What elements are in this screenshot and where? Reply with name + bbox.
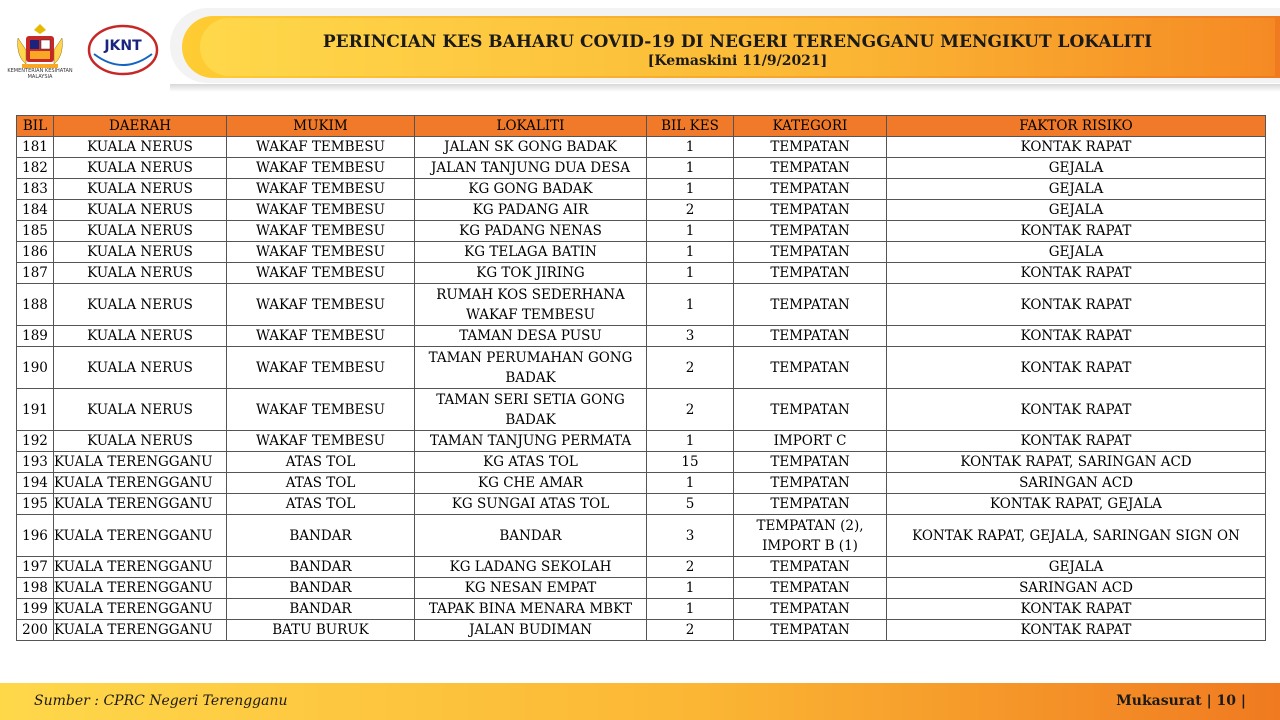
cell-kategori (734, 515, 887, 557)
cell-lokaliti-line: BADAK (505, 369, 556, 386)
cell-faktor-risiko: KONTAK RAPAT (887, 389, 1266, 431)
cell-kategori: TEMPATAN (734, 473, 887, 494)
cell-bil-kes: 1 (647, 431, 734, 452)
cell-lokaliti: KG PADANG NENAS (415, 221, 647, 242)
cell-bil: 199 (17, 599, 54, 620)
cell-bil-kes: 2 (647, 200, 734, 221)
page-number: Mukasurat | 10 | (1116, 693, 1246, 709)
cell-kategori: TEMPATAN (734, 578, 887, 599)
cell-lokaliti: JALAN TANJUNG DUA DESA (415, 158, 647, 179)
cell-bil: 196 (17, 515, 54, 557)
page-subtitle: [Kemaskini 11/9/2021] (647, 53, 828, 69)
cell-mukim: WAKAF TEMBESU (227, 263, 415, 284)
cell-kategori: TEMPATAN (734, 557, 887, 578)
cell-mukim: ATAS TOL (227, 494, 415, 515)
cell-mukim: BANDAR (227, 578, 415, 599)
cell-kategori: TEMPATAN (734, 263, 887, 284)
cell-bil-kes: 1 (647, 578, 734, 599)
cell-bil: 182 (17, 158, 54, 179)
cell-kategori-line: IMPORT B (1) (762, 537, 858, 554)
cell-lokaliti: JALAN SK GONG BADAK (415, 137, 647, 158)
cell-faktor-risiko: KONTAK RAPAT, SARINGAN ACD (887, 452, 1266, 473)
covid-locality-table-container (16, 115, 1266, 641)
cell-kategori: TEMPATAN (734, 452, 887, 473)
cell-kategori: TEMPATAN (734, 284, 887, 326)
header-shadow (170, 84, 1280, 92)
cell-daerah: KUALA NERUS (54, 242, 227, 263)
cell-bil: 194 (17, 473, 54, 494)
cell-lokaliti (415, 284, 647, 326)
table-row (17, 137, 1266, 158)
cell-bil-kes: 2 (647, 557, 734, 578)
cell-bil-kes: 3 (647, 326, 734, 347)
cell-kategori-line: TEMPATAN (2), (756, 517, 864, 534)
cell-daerah: KUALA NERUS (54, 158, 227, 179)
cell-faktor-risiko: KONTAK RAPAT (887, 599, 1266, 620)
cell-mukim: BANDAR (227, 515, 415, 557)
cell-mukim: WAKAF TEMBESU (227, 158, 415, 179)
cell-daerah: KUALA TERENGGANU (54, 599, 227, 620)
cell-lokaliti: KG ATAS TOL (415, 452, 647, 473)
cell-kategori: TEMPATAN (734, 242, 887, 263)
cell-bil: 188 (17, 284, 54, 326)
table-row (17, 578, 1266, 599)
cell-lokaliti: TAPAK BINA MENARA MBKT (415, 599, 647, 620)
cell-daerah: KUALA NERUS (54, 347, 227, 389)
cell-lokaliti-line: WAKAF TEMBESU (466, 306, 595, 323)
cell-lokaliti (415, 347, 647, 389)
cell-faktor-risiko: KONTAK RAPAT (887, 221, 1266, 242)
cell-lokaliti: TAMAN DESA PUSU (415, 326, 647, 347)
table-row (17, 452, 1266, 473)
cell-daerah: KUALA NERUS (54, 431, 227, 452)
cell-bil: 200 (17, 620, 54, 641)
cell-bil-kes: 1 (647, 137, 734, 158)
cell-lokaliti: KG LADANG SEKOLAH (415, 557, 647, 578)
cell-bil: 183 (17, 179, 54, 200)
cell-bil-kes: 3 (647, 515, 734, 557)
page-title: PERINCIAN KES BAHARU COVID-19 DI NEGERI TERENGGANU MENGIKUT LOKALITI (322, 32, 1153, 52)
cell-mukim: WAKAF TEMBESU (227, 221, 415, 242)
cell-bil: 193 (17, 452, 54, 473)
cell-lokaliti: KG GONG BADAK (415, 179, 647, 200)
table-row (17, 515, 1266, 557)
cell-kategori: TEMPATAN (734, 137, 887, 158)
cell-faktor-risiko: KONTAK RAPAT (887, 284, 1266, 326)
table-row (17, 242, 1266, 263)
cell-kategori: TEMPATAN (734, 179, 887, 200)
covid-locality-table (16, 115, 1266, 641)
cell-mukim: WAKAF TEMBESU (227, 431, 415, 452)
cell-daerah: KUALA NERUS (54, 179, 227, 200)
jknt-logo-text: JKNT (104, 38, 142, 54)
cell-bil-kes: 1 (647, 263, 734, 284)
cell-daerah: KUALA NERUS (54, 284, 227, 326)
cell-lokaliti: BANDAR (415, 515, 647, 557)
cell-bil: 184 (17, 200, 54, 221)
cell-kategori: TEMPATAN (734, 389, 887, 431)
cell-daerah: KUALA TERENGGANU (54, 494, 227, 515)
cell-bil-kes: 1 (647, 599, 734, 620)
cell-bil: 192 (17, 431, 54, 452)
table-row (17, 179, 1266, 200)
cell-kategori: IMPORT C (734, 431, 887, 452)
cell-faktor-risiko: KONTAK RAPAT (887, 347, 1266, 389)
column-header-mukim: MUKIM (227, 116, 415, 137)
cell-faktor-risiko: GEJALA (887, 242, 1266, 263)
cell-mukim: ATAS TOL (227, 473, 415, 494)
cell-bil: 191 (17, 389, 54, 431)
cell-faktor-risiko: KONTAK RAPAT (887, 431, 1266, 452)
cell-daerah: KUALA TERENGGANU (54, 578, 227, 599)
cell-bil-kes: 1 (647, 473, 734, 494)
source-note: Sumber : CPRC Negeri Terengganu (34, 693, 288, 709)
cell-lokaliti: KG CHE AMAR (415, 473, 647, 494)
cell-faktor-risiko: KONTAK RAPAT, GEJALA, SARINGAN SIGN ON (887, 515, 1266, 557)
cell-mukim: ATAS TOL (227, 452, 415, 473)
cell-kategori: TEMPATAN (734, 200, 887, 221)
cell-daerah: KUALA TERENGGANU (54, 515, 227, 557)
cell-lokaliti: KG NESAN EMPAT (415, 578, 647, 599)
cell-bil-kes: 1 (647, 242, 734, 263)
cell-mukim: WAKAF TEMBESU (227, 284, 415, 326)
cell-kategori: TEMPATAN (734, 347, 887, 389)
cell-lokaliti-line: BADAK (505, 411, 556, 428)
cell-daerah: KUALA TERENGGANU (54, 473, 227, 494)
cell-lokaliti-line: TAMAN PERUMAHAN GONG (428, 349, 633, 366)
table-row (17, 473, 1266, 494)
table-row (17, 431, 1266, 452)
cell-lokaliti: KG TELAGA BATIN (415, 242, 647, 263)
cell-kategori: TEMPATAN (734, 620, 887, 641)
column-header-faktor-risiko: FAKTOR RISIKO (887, 116, 1266, 137)
cell-daerah: KUALA TERENGGANU (54, 620, 227, 641)
cell-kategori: TEMPATAN (734, 494, 887, 515)
cell-bil: 195 (17, 494, 54, 515)
column-header-kategori: KATEGORI (734, 116, 887, 137)
table-row (17, 557, 1266, 578)
cell-mukim: WAKAF TEMBESU (227, 137, 415, 158)
cell-bil: 187 (17, 263, 54, 284)
cell-daerah: KUALA TERENGGANU (54, 452, 227, 473)
cell-daerah: KUALA NERUS (54, 221, 227, 242)
cell-bil-kes: 5 (647, 494, 734, 515)
cell-bil-kes: 1 (647, 284, 734, 326)
column-header-bil-kes: BIL KES (647, 116, 734, 137)
cell-mukim: WAKAF TEMBESU (227, 347, 415, 389)
table-row (17, 158, 1266, 179)
table-row (17, 326, 1266, 347)
cell-daerah: KUALA NERUS (54, 137, 227, 158)
cell-faktor-risiko: KONTAK RAPAT (887, 620, 1266, 641)
cell-bil-kes: 2 (647, 389, 734, 431)
cell-lokaliti-line: RUMAH KOS SEDERHANA (436, 286, 625, 303)
cell-faktor-risiko: GEJALA (887, 557, 1266, 578)
cell-mukim: WAKAF TEMBESU (227, 200, 415, 221)
cell-bil: 189 (17, 326, 54, 347)
table-row (17, 200, 1266, 221)
table-row (17, 389, 1266, 431)
cell-mukim: WAKAF TEMBESU (227, 326, 415, 347)
cell-faktor-risiko: GEJALA (887, 158, 1266, 179)
table-row (17, 599, 1266, 620)
cell-bil-kes: 2 (647, 347, 734, 389)
cell-bil: 186 (17, 242, 54, 263)
cell-daerah: KUALA NERUS (54, 326, 227, 347)
column-header-lokaliti: LOKALITI (415, 116, 647, 137)
cell-mukim: BATU BURUK (227, 620, 415, 641)
cell-bil: 185 (17, 221, 54, 242)
cell-bil-kes: 1 (647, 179, 734, 200)
page-header (0, 0, 1280, 95)
cell-bil: 197 (17, 557, 54, 578)
cell-bil-kes: 15 (647, 452, 734, 473)
cell-faktor-risiko: KONTAK RAPAT (887, 263, 1266, 284)
cell-mukim: BANDAR (227, 557, 415, 578)
table-row (17, 494, 1266, 515)
cell-lokaliti: KG TOK JIRING (415, 263, 647, 284)
cell-bil: 181 (17, 137, 54, 158)
cell-kategori: TEMPATAN (734, 326, 887, 347)
cell-kategori: TEMPATAN (734, 158, 887, 179)
page-footer (0, 683, 1280, 720)
table-row (17, 620, 1266, 641)
cell-lokaliti (415, 389, 647, 431)
column-header-daerah: DAERAH (54, 116, 227, 137)
cell-faktor-risiko: GEJALA (887, 179, 1266, 200)
cell-daerah: KUALA NERUS (54, 200, 227, 221)
cell-bil: 198 (17, 578, 54, 599)
table-row (17, 221, 1266, 242)
cell-mukim: BANDAR (227, 599, 415, 620)
cell-bil-kes: 1 (647, 221, 734, 242)
cell-faktor-risiko: KONTAK RAPAT (887, 326, 1266, 347)
cell-mukim: WAKAF TEMBESU (227, 242, 415, 263)
cell-lokaliti-line: TAMAN SERI SETIA GONG (436, 391, 625, 408)
cell-kategori: TEMPATAN (734, 599, 887, 620)
cell-lokaliti: KG SUNGAI ATAS TOL (415, 494, 647, 515)
cell-kategori: TEMPATAN (734, 221, 887, 242)
cell-faktor-risiko: KONTAK RAPAT (887, 137, 1266, 158)
cell-daerah: KUALA NERUS (54, 263, 227, 284)
cell-lokaliti: KG PADANG AIR (415, 200, 647, 221)
cell-mukim: WAKAF TEMBESU (227, 389, 415, 431)
cell-lokaliti: JALAN BUDIMAN (415, 620, 647, 641)
cell-faktor-risiko: SARINGAN ACD (887, 578, 1266, 599)
table-header-row (17, 116, 1266, 137)
cell-faktor-risiko: GEJALA (887, 200, 1266, 221)
cell-faktor-risiko: KONTAK RAPAT, GEJALA (887, 494, 1266, 515)
cell-lokaliti: TAMAN TANJUNG PERMATA (415, 431, 647, 452)
cell-bil-kes: 2 (647, 620, 734, 641)
column-header-bil: BIL (17, 116, 54, 137)
table-row (17, 347, 1266, 389)
cell-daerah: KUALA TERENGGANU (54, 557, 227, 578)
cell-faktor-risiko: SARINGAN ACD (887, 473, 1266, 494)
cell-bil-kes: 1 (647, 158, 734, 179)
table-row (17, 284, 1266, 326)
kkm-logo-caption: KEMENTERIAN KESIHATAN MALAYSIA (7, 68, 73, 80)
jknt-logo (86, 24, 160, 76)
cell-bil: 190 (17, 347, 54, 389)
cell-daerah: KUALA NERUS (54, 389, 227, 431)
cell-mukim: WAKAF TEMBESU (227, 179, 415, 200)
table-row (17, 263, 1266, 284)
